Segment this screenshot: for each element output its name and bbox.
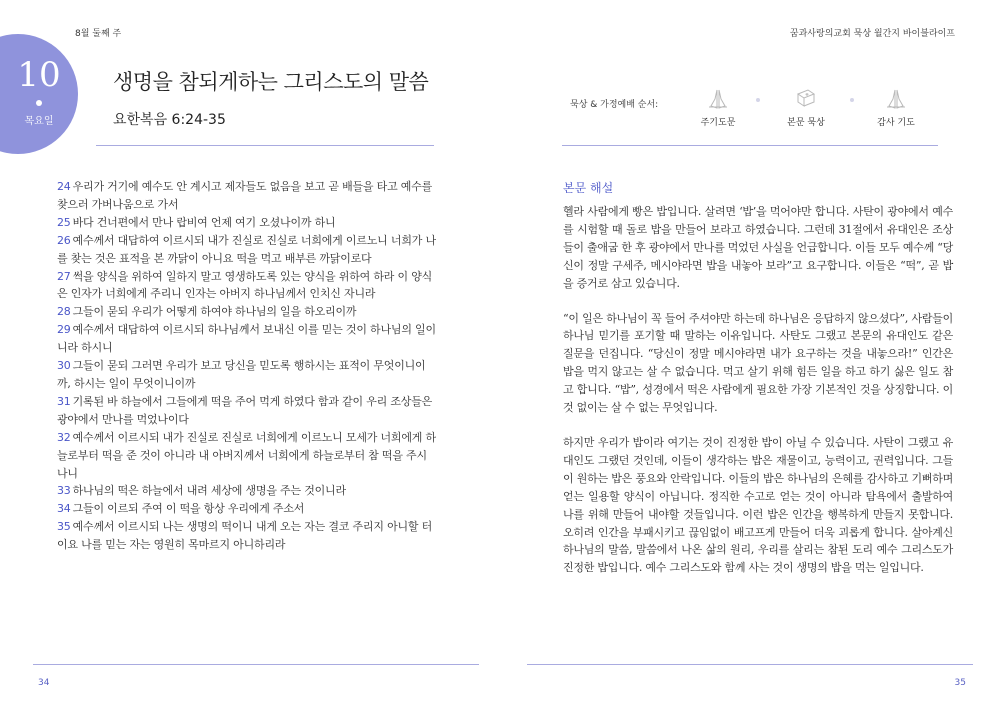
bible-icon	[794, 87, 818, 111]
verse-text: 예수께서 대답하여 이르시되 하나님께서 보내신 이를 믿는 것이 하나님의 일이니라 하시니	[57, 323, 436, 355]
order-step-scripture	[776, 87, 836, 128]
verse-number: 28	[57, 305, 71, 319]
verse-number: 27	[57, 269, 71, 283]
footer-divider	[527, 664, 973, 665]
verse-text: 예수께서 이르시되 나는 생명의 떡이니 내게 오는 자는 결코 주리지 아니할 터이요 나를 믿는 자는 영원히 목마르지 아니하리라	[57, 520, 433, 552]
verse-number: 35	[57, 520, 71, 534]
verse-text: 그들이 이르되 주여 이 떡을 항상 우리에게 주소서	[72, 502, 305, 516]
verse	[57, 214, 437, 232]
order-step-label: 본문 묵상	[787, 118, 825, 128]
verse	[57, 303, 437, 321]
order-step-label: 주기도문	[700, 118, 736, 128]
order-step-thanks	[866, 87, 926, 128]
order-label: 묵상 & 가정예배 순서:	[570, 100, 659, 110]
verse	[57, 178, 437, 214]
verse-number: 24	[57, 180, 71, 193]
day-weekday: 목요일	[24, 116, 54, 127]
order-step-lords-prayer	[688, 87, 748, 128]
verse-number: 29	[57, 323, 71, 337]
commentary-body	[563, 203, 953, 594]
verse	[57, 429, 437, 483]
verse-text: 예수께서 이르시되 내가 진실로 진실로 너희에게 이르노니 모세가 너희에게 하늘로부터 떡을 준 것이 아니라 내 아버지께서 너희에게 하늘로부터 참 떡을 주시나니	[57, 430, 436, 480]
day-badge	[0, 34, 78, 154]
order-separator	[756, 98, 760, 102]
footer-divider	[33, 664, 479, 665]
order-step-label: 감사 기도	[877, 118, 915, 128]
verse-number: 33	[57, 484, 71, 498]
title-divider	[96, 145, 434, 146]
verse-text: 그들이 묻되 우리가 어떻게 하여야 하나님의 일을 하오리이까	[72, 305, 357, 319]
verse	[57, 357, 437, 393]
devotion-order	[570, 95, 940, 135]
verse	[57, 518, 437, 554]
verse	[57, 500, 437, 518]
verse-text: 예수께서 대답하여 이르시되 내가 진실로 진실로 너희에게 이르노니 너희가 나를 찾는 것은 표적을 본 까닭이 아니요 떡을 먹고 배부른 까닭이로다	[57, 233, 436, 265]
praying-hands-icon	[706, 87, 730, 111]
verse-text: 바다 건너편에서 만나 랍비여 언제 여기 오셨나이까 하니	[72, 215, 336, 229]
page-number-left: 34	[38, 678, 50, 688]
verse-text: 기록된 바 하늘에서 그들에게 떡을 주어 먹게 하였다 함과 같이 우리 조상들은 광야에서 만나를 먹었나이다	[57, 394, 433, 426]
verse-number: 34	[57, 502, 71, 516]
scripture-reference: 요한복음 6:24-35	[113, 112, 226, 128]
page-title: 생명을 참되게하는 그리스도의 말씀	[113, 70, 429, 94]
right-page	[500, 0, 1000, 709]
verse	[57, 268, 437, 304]
verse-text: 우리가 거기에 예수도 안 계시고 제자들도 없음을 보고 곧 배들을 타고 예수를 찾으러 가버나움으로 가서	[57, 180, 433, 211]
commentary-heading: 본문 해설	[563, 181, 614, 195]
order-divider	[562, 145, 938, 146]
verse-text: 그들이 묻되 그러면 우리가 보고 당신을 믿도록 행하시는 표적이 무엇이니이까, 하시는 일이 무엇이니이까	[57, 359, 426, 390]
order-separator	[850, 98, 854, 102]
verse-number: 26	[57, 233, 71, 247]
verse	[57, 393, 437, 429]
commentary-paragraph: 헬라 사람에게 빵은 밥입니다. 살려면 ‘밥’을 먹어야만 합니다. 사탄이 광야에서 예수를 시험할 때 돌로 밥을 만들어 보라고 하였습니다. 그런데 31절에서 유대인은 조상들이 출애굽 한 후 광야에서 만나를 먹었던 사실을 언급합니다. 이들 모두 예수께 “당신이 정말 구세주, 메시야라면 밥을 내놓아 보라”고 요구합니다. 이들은 “떡”, 곧 밥을 증거로 삼고 있습니다.	[563, 205, 953, 290]
verse	[57, 232, 437, 268]
day-dot	[36, 100, 42, 106]
commentary-paragraph: “이 일은 하나님이 꼭 들어 주셔야만 하는데 하나님은 응답하지 않으셨다”, 사람들이 하나님 믿기를 포기할 때 말하는 이유입니다. 사탄도 그랬고 본문의 유대인도 같은 질문을 던집니다. “당신이 정말 메시야라면 내가 요구하는 것을 내놓으라!” 인간은 밥을 먹지 않고는 살 수 없습니다. 먹고 살기 위해 힘든 일을 하고 하기 싫은 일도 참고 합니다. “밥”, 성경에서 떡은 사람에게 필요한 가장 기본적인 것을 상징합니다. 이것 없이는 살 수 없는 무엇입니다.	[563, 311, 953, 415]
verse-list	[57, 178, 437, 554]
week-label: 8월 둘째 주	[75, 29, 122, 39]
verse-number: 25	[57, 215, 71, 229]
commentary-paragraph: 하지만 우리가 밥이라 여기는 것이 진정한 밥이 아닐 수 있습니다. 사탄이 그랬고 유대인도 그랬던 것인데, 이들이 생각하는 밥은 재물이고, 능력이고, 권력입니다. 그들이 원하는 밥은 풍요와 안락입니다. 이들의 밥은 하나님의 은혜를 감사하고 기뻐하며 얻는 일용할 양식이 아닙니다. 정직한 수고로 얻는 것이 아니라 탐욕에서 출발하여 나를 위해 만들어 내야할 것들입니다. 이런 밥은 인간을 행복하게 만들지 못합니다. 오히려 인간을 부패시키고 끊임없이 배고프게 만들어 더욱 괴롭게 합니다. 살아계신 하나님의 말씀, 말씀에서 나온 삶의 원리, 우리를 살리는 참된 도리 예수 그리스도가 진정한 밥입니다. 예수 그리스도와 함께 사는 것이 생명의 밥을 먹는 일입니다.	[563, 435, 953, 575]
day-number: 10	[17, 55, 61, 95]
verse	[57, 321, 437, 357]
verse-number: 31	[57, 394, 71, 408]
verse-text: 하나님의 떡은 하늘에서 내려 세상에 생명을 주는 것이니라	[72, 484, 346, 498]
verse-number: 30	[57, 359, 71, 373]
publication-label: 꿈과사랑의교회 묵상 월간지 바이블라이프	[789, 29, 955, 39]
praying-hands-icon	[884, 87, 908, 111]
verse	[57, 482, 437, 500]
verse-text: 썩을 양식을 위하여 일하지 말고 영생하도록 있는 양식을 위하여 하라 이 양식은 인자가 너희에게 주리니 인자는 아버지 하나님께서 인치신 자니라	[57, 269, 433, 301]
verse-number: 32	[57, 430, 71, 444]
page-number-right: 35	[954, 678, 966, 688]
